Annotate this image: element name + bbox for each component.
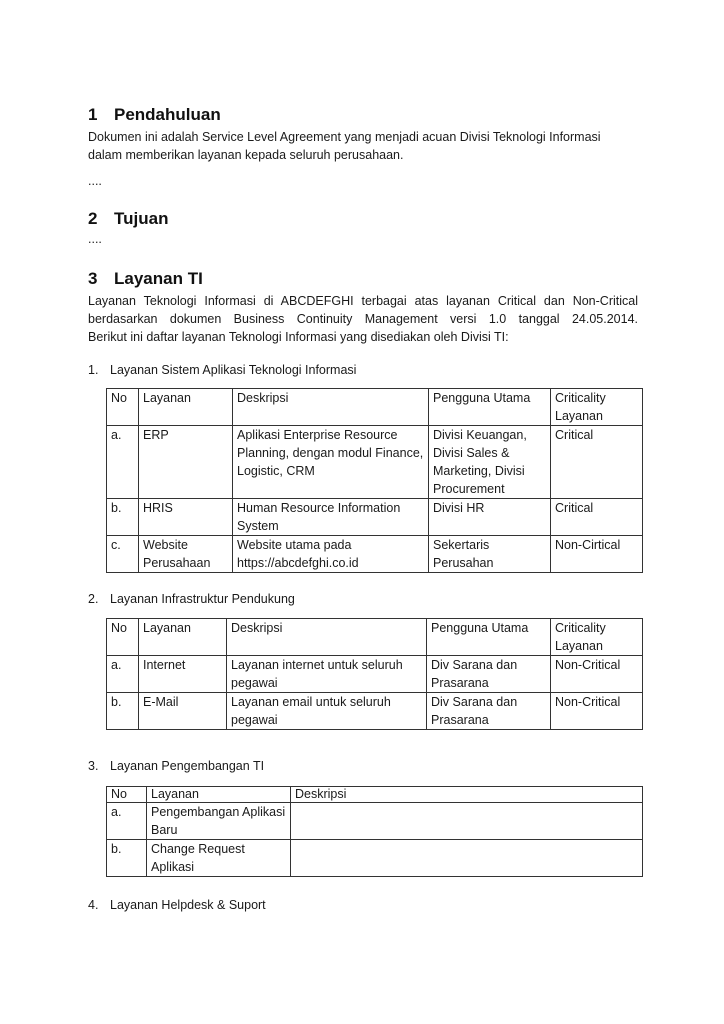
table-cell: Pengembangan Aplikasi Baru — [147, 803, 291, 840]
header-cell: Deskripsi — [227, 619, 427, 656]
table-cell: Website utama pada https://abcdefghi.co.id — [233, 536, 429, 573]
table-layanan-pengembangan — [106, 786, 643, 877]
list-number: 1. — [88, 363, 99, 377]
table-row — [107, 499, 643, 536]
section-3-heading — [88, 268, 203, 290]
table-cell — [291, 840, 643, 877]
table-header-row — [107, 389, 643, 426]
section-title: Layanan TI — [114, 269, 203, 288]
table-cell: Div Sarana dan Prasarana — [427, 693, 551, 730]
section-1-paragraph-line-1: Dokumen ini adalah Service Level Agreement yang menjadi acuan Divisi Teknologi Informasi — [88, 130, 601, 144]
table-cell: a. — [107, 803, 147, 840]
table-layanan-infrastruktur — [106, 618, 643, 730]
table-cell: c. — [107, 536, 139, 573]
table-cell: Critical — [551, 499, 643, 536]
section-3-paragraph-line-3: Berikut ini daftar layanan Teknologi Informasi yang disediakan oleh Divisi TI: — [88, 330, 509, 344]
header-cell: Pengguna Utama — [429, 389, 551, 426]
table-header-row — [107, 619, 643, 656]
list-label: Layanan Pengembangan TI — [110, 759, 265, 773]
table-row — [107, 803, 643, 840]
section-1-heading — [88, 104, 221, 126]
list-item — [88, 361, 356, 379]
table-cell: Internet — [139, 656, 227, 693]
section-number: 1 — [88, 105, 98, 124]
table-cell: ERP — [139, 426, 233, 499]
header-cell: Layanan — [139, 619, 227, 656]
header-cell: Layanan — [139, 389, 233, 426]
list-label: Layanan Sistem Aplikasi Teknologi Informasi — [110, 363, 357, 377]
section-number: 3 — [88, 269, 98, 288]
header-cell: Criticality Layanan — [551, 389, 643, 426]
section-3-paragraph-line-1: Layanan Teknologi Informasi di ABCDEFGHI terbagai atas layanan Critical dan Non-Critical — [88, 294, 638, 308]
table-cell: a. — [107, 656, 139, 693]
table-row — [107, 536, 643, 573]
table-cell: Website Perusahaan — [139, 536, 233, 573]
list-item — [88, 590, 295, 608]
list-number: 3. — [88, 759, 99, 773]
table-cell: E-Mail — [139, 693, 227, 730]
table-cell: b. — [107, 499, 139, 536]
table-cell: Div Sarana dan Prasarana — [427, 656, 551, 693]
section-2-heading — [88, 208, 168, 230]
table-cell: Non-Critical — [551, 656, 643, 693]
header-cell: Deskripsi — [233, 389, 429, 426]
table-row — [107, 693, 643, 730]
list-number: 2. — [88, 592, 99, 606]
section-1-paragraph-line-2: dalam memberikan layanan kepada seluruh perusahaan. — [88, 148, 404, 162]
section-number: 2 — [88, 209, 98, 228]
header-cell: No — [107, 619, 139, 656]
table-header-row — [107, 787, 643, 803]
section-1-ellipsis: .... — [88, 174, 102, 188]
section-title: Tujuan — [114, 209, 169, 228]
list-item — [88, 896, 266, 914]
section-2-ellipsis: .... — [88, 232, 102, 246]
table-layanan-sistem-aplikasi — [106, 388, 643, 573]
table-cell: Layanan internet untuk seluruh pegawai — [227, 656, 427, 693]
header-cell: No — [107, 389, 139, 426]
header-cell: Deskripsi — [291, 787, 643, 803]
table-row — [107, 426, 643, 499]
table-cell: a. — [107, 426, 139, 499]
table-cell: HRIS — [139, 499, 233, 536]
table-row — [107, 656, 643, 693]
list-label: Layanan Infrastruktur Pendukung — [110, 592, 295, 606]
section-3-paragraph-line-2: berdasarkan dokumen Business Continuity Management versi 1.0 tanggal 24.05.2014. — [88, 312, 638, 326]
table-cell: Divisi HR — [429, 499, 551, 536]
header-cell: Criticality Layanan — [551, 619, 643, 656]
table-cell: b. — [107, 693, 139, 730]
table-cell: Divisi Keuangan, Divisi Sales & Marketing, Divisi Procurement — [429, 426, 551, 499]
table-cell: Aplikasi Enterprise Resource Planning, dengan modul Finance, Logistic, CRM — [233, 426, 429, 499]
header-cell: Pengguna Utama — [427, 619, 551, 656]
table-row — [107, 840, 643, 877]
list-item — [88, 757, 264, 775]
table-cell — [291, 803, 643, 840]
list-label: Layanan Helpdesk & Suport — [110, 898, 266, 912]
table-cell: Change Request Aplikasi — [147, 840, 291, 877]
section-title: Pendahuluan — [114, 105, 221, 124]
table-cell: Sekertaris Perusahan — [429, 536, 551, 573]
table-cell: b. — [107, 840, 147, 877]
header-cell: Layanan — [147, 787, 291, 803]
table-cell: Critical — [551, 426, 643, 499]
table-cell: Non-Critical — [551, 693, 643, 730]
header-cell: No — [107, 787, 147, 803]
table-cell: Layanan email untuk seluruh pegawai — [227, 693, 427, 730]
table-cell: Human Resource Information System — [233, 499, 429, 536]
table-cell: Non-Cirtical — [551, 536, 643, 573]
list-number: 4. — [88, 898, 99, 912]
